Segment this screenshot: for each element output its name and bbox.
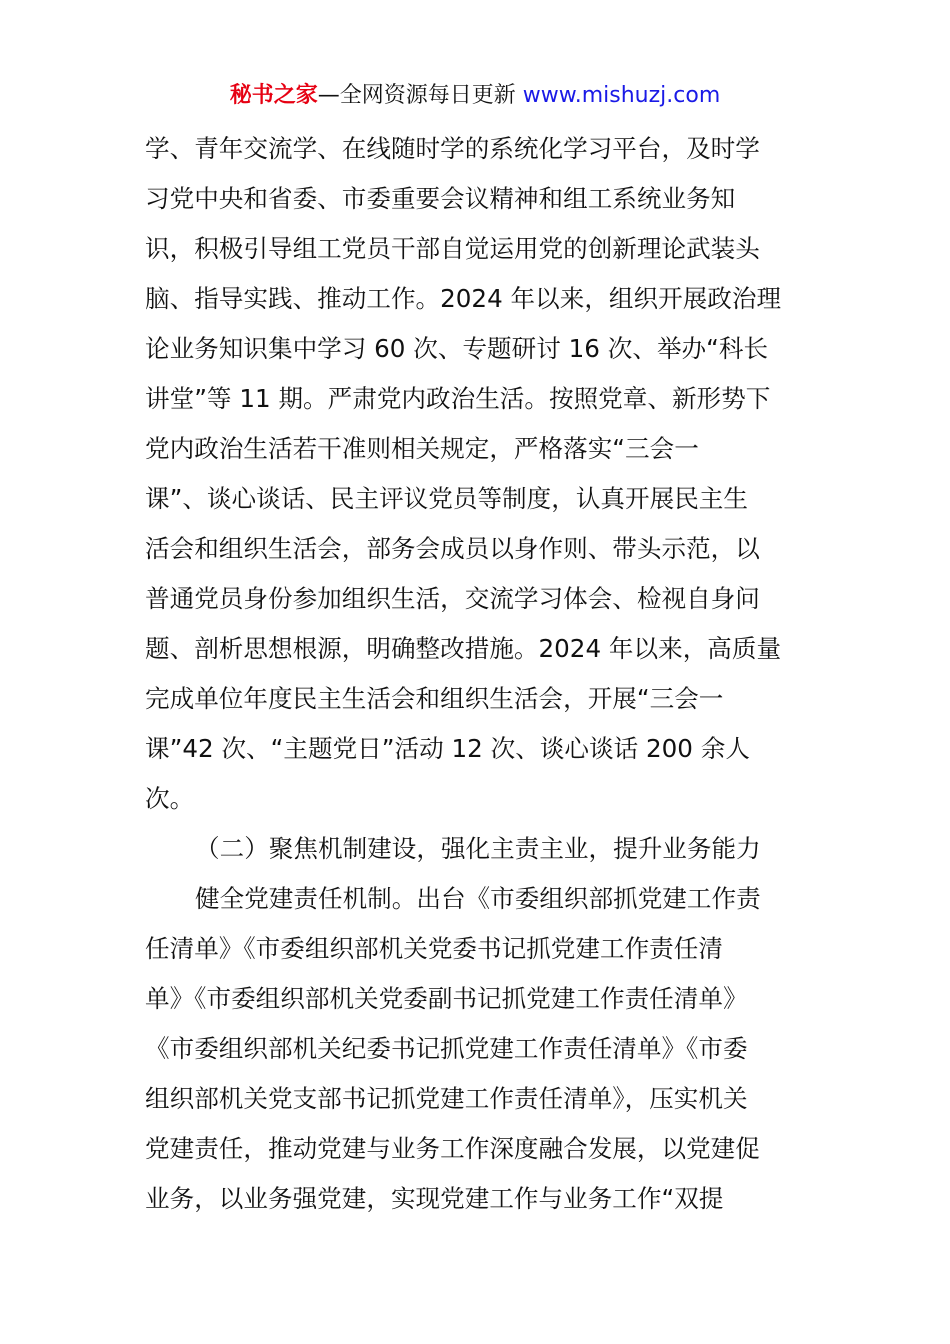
text-line: 任清单》《市委组织部机关党委书记抓党建工作责任清: [145, 934, 723, 963]
text-line: 党内政治生活若干准则相关规定，严格落实“三会一: [145, 434, 699, 463]
brand-name: 秘书之家: [229, 83, 318, 108]
site-url-link[interactable]: www.mishuzj.com: [522, 83, 721, 108]
text-line: 课”42 次、“主题党日”活动 12 次、谈心谈话 200 余人: [145, 734, 750, 763]
text-line: 讲堂”等 11 期。严肃党内政治生活。按照党章、新形势下: [145, 384, 771, 413]
page-header: [0, 78, 950, 114]
text-line: 单》《市委组织部机关党委副书记抓党建工作责任清单》: [145, 984, 748, 1013]
paragraph-first-line: 健全党建责任机制。出台《市委组织部抓党建工作责: [195, 884, 761, 913]
header-tagline: —全网资源每日更新: [317, 83, 523, 108]
text-line: 论业务知识集中学习 60 次、专题研讨 16 次、举办“科长: [145, 334, 769, 363]
section-heading: （二）聚焦机制建设，强化主责主业，提升业务能力: [195, 834, 761, 863]
text-line: 活会和组织生活会，部务会成员以身作则、带头示范，以: [145, 534, 760, 563]
text-line: 习党中央和省委、市委重要会议精神和组工系统业务知: [145, 184, 736, 213]
text-line: 完成单位年度民主生活会和组织生活会，开展“三会一: [145, 684, 724, 713]
text-line: 识，积极引导组工党员干部自觉运用党的创新理论武装头: [145, 234, 760, 263]
text-line: 学、青年交流学、在线随时学的系统化学习平台，及时学: [145, 134, 760, 163]
text-line: 课”、谈心谈话、民主评议党员等制度，认真开展民主生: [145, 484, 748, 513]
text-line: 党建责任，推动党建与业务工作深度融合发展，以党建促: [145, 1134, 760, 1163]
text-line: 脑、指导实践、推动工作。2024 年以来，组织开展政治理: [145, 284, 782, 313]
text-line: 组织部机关党支部书记抓党建工作责任清单》，压实机关: [145, 1084, 748, 1113]
text-line: 《市委组织部机关纪委书记抓党建工作责任清单》《市委: [145, 1034, 748, 1063]
text-line: 次。: [145, 784, 195, 813]
text-line: 题、剖析思想根源，明确整改措施。2024 年以来，高质量: [145, 634, 782, 663]
text-line: 普通党员身份参加组织生活，交流学习体会、检视自身问: [145, 584, 760, 613]
text-line: 业务，以业务强党建，实现党建工作与业务工作“双提: [145, 1184, 724, 1213]
document-body: [145, 124, 815, 1224]
